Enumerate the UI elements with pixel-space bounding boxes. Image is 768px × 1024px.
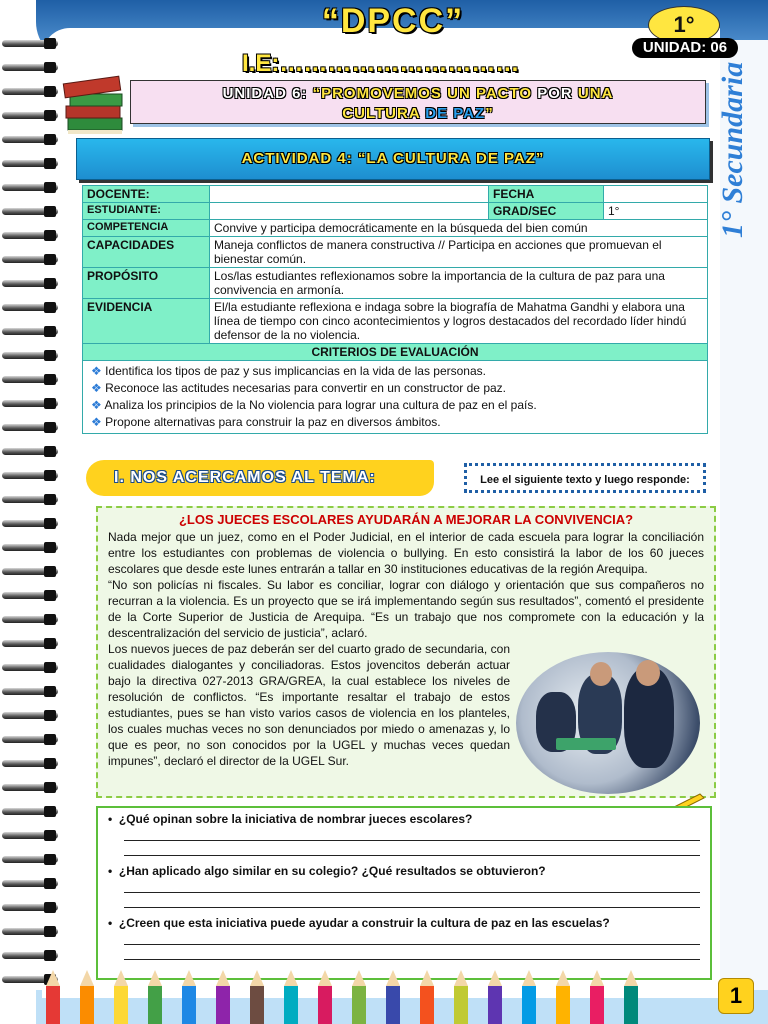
unit-title-part1: “PROMOVEMOS UN PACTO <box>312 85 533 102</box>
crayon <box>284 986 298 1024</box>
spiral-hole <box>44 878 56 889</box>
spiral-hole <box>44 710 56 721</box>
capacidades-value: Maneja conflictos de manera constructiva // Participa en acciones que promuevan el bienestar común. <box>210 237 708 268</box>
diamond-bullet-icon: ❖ <box>91 364 102 378</box>
spiral-hole <box>44 350 56 361</box>
spiral-hole <box>44 446 56 457</box>
gradsec-label: GRAD/SEC <box>489 203 604 220</box>
spiral-hole <box>44 278 56 289</box>
crayon <box>250 986 264 1024</box>
crayon-tip <box>590 970 604 986</box>
crayon-tip <box>182 970 196 986</box>
question-text: • ¿Creen que esta iniciativa puede ayudar a construir la cultura de paz en las escuelas? <box>108 916 610 930</box>
spiral-hole <box>44 542 56 553</box>
section-banner: I. NOS ACERCAMOS AL TEMA: <box>86 460 434 496</box>
unit-title-part4: CULTURA <box>342 105 426 122</box>
spiral-hole <box>44 590 56 601</box>
questions-box <box>96 806 712 980</box>
unit-title-part2: POR <box>532 85 578 102</box>
spiral-hole <box>44 182 56 193</box>
crayon-tip <box>556 970 570 986</box>
crayon <box>624 986 638 1024</box>
unit-title-part5: DE PAZ <box>425 105 486 122</box>
criterio-item <box>91 363 707 380</box>
evidencia-label: EVIDENCIA <box>83 299 210 344</box>
reading-paragraph-3: Los nuevos jueces de paz deberán ser del cuarto grado de secundaria, con cualidades dialogantes y conciliadoras. Estos jovencitos deberán actuar bajo la directiva 027-2013 GRA/GREA, la cual establece los niveles de resolución de conflictos. “Es importante resaltar el trabajo de estos estudiantes, pues se han visto varios casos de violencia en los planteles, los cuales muchas veces no son denunciados por miedo o amenazas y, lo que es peor, no son conocidos por la UGEL y muchas veces quedan impunes”, declaró el director de la UGEL Sur. <box>108 642 510 768</box>
question-item <box>108 864 700 908</box>
crayon <box>148 986 162 1024</box>
proposito-value: Los/las estudiantes reflexionamos sobre la importancia de la cultura de paz para una convivencia en armonía. <box>210 268 708 299</box>
diamond-bullet-icon: ❖ <box>91 398 102 412</box>
question-item <box>108 812 700 856</box>
estudiante-field[interactable] <box>210 203 489 220</box>
question-label: ¿Creen que esta iniciativa puede ayudar a construir la cultura de paz en las escuelas? <box>118 916 610 930</box>
spiral-hole <box>44 158 56 169</box>
spiral-hole <box>44 518 56 529</box>
crayon-tip <box>216 970 230 986</box>
diamond-bullet-icon: ❖ <box>91 381 102 395</box>
criterio-item <box>91 414 707 431</box>
vertical-grade-label: 1° Secundaria <box>716 61 749 239</box>
competencia-label: COMPETENCIA <box>83 220 210 237</box>
spiral-hole <box>44 662 56 673</box>
spiral-hole <box>44 86 56 97</box>
proposito-label: PROPÓSITO <box>83 268 210 299</box>
crayon <box>352 986 366 1024</box>
reading-paragraph-1: Nada mejor que un juez, como en el Poder Judicial, en el interior de cada escuela para lograr la conciliación entre los estudiantes con problemas de violencia o bullying. En esto consistirá la labor de los 60 jueces escolares que desde este lunes entrarán a tallar en 30 instituciones educativas de la región Arequipa. <box>108 530 704 576</box>
criterio-text: Identifica los tipos de paz y sus implicancias en la vida de las personas. <box>105 364 486 378</box>
criterios-header: CRITERIOS DE EVALUACIÓN <box>83 344 708 361</box>
answer-line[interactable] <box>124 826 700 841</box>
info-table <box>82 185 708 434</box>
spiral-hole <box>44 326 56 337</box>
crayon-tip <box>420 970 434 986</box>
spiral-hole <box>44 134 56 145</box>
answer-line[interactable] <box>124 930 700 945</box>
spiral-hole <box>44 686 56 697</box>
criterio-item <box>91 380 707 397</box>
books-icon <box>60 70 130 140</box>
activity-heading: ACTIVIDAD 4: “LA CULTURA DE PAZ” <box>76 138 710 180</box>
crayon-tip <box>318 970 332 986</box>
crayon <box>182 986 196 1024</box>
criterios-list <box>83 361 707 433</box>
crayon <box>216 986 230 1024</box>
answer-line[interactable] <box>124 878 700 893</box>
spiral-hole <box>44 374 56 385</box>
spiral-hole <box>44 254 56 265</box>
criterio-text: Propone alternativas para construir la paz en diversos ámbitos. <box>105 415 441 429</box>
spiral-hole <box>44 230 56 241</box>
crayon <box>114 986 128 1024</box>
spiral-hole <box>44 638 56 649</box>
grade-badge: 1° <box>648 6 720 44</box>
crayon-tip <box>250 970 264 986</box>
crayon <box>386 986 400 1024</box>
question-text: • ¿Qué opinan sobre la iniciativa de nombrar jueces escolares? <box>108 812 473 826</box>
spiral-hole <box>44 950 56 961</box>
criterio-text: Analiza los principios de la No violencia para lograr una cultura de paz en el país. <box>104 398 537 412</box>
estudiante-label: ESTUDIANTE: <box>83 203 210 220</box>
answer-line[interactable] <box>124 841 700 856</box>
crayon <box>318 986 332 1024</box>
fecha-field[interactable] <box>604 186 708 203</box>
crayon <box>556 986 570 1024</box>
docente-label: DOCENTE: <box>83 186 210 203</box>
question-label: ¿Qué opinan sobre la iniciativa de nombrar jueces escolares? <box>118 812 473 826</box>
criterio-item <box>91 397 707 414</box>
crayon-tip <box>148 970 162 986</box>
spiral-hole <box>44 398 56 409</box>
crayon-tip <box>522 970 536 986</box>
spiral-hole <box>44 302 56 313</box>
gradsec-field[interactable]: 1° <box>604 203 708 220</box>
spiral-hole <box>44 734 56 745</box>
crayon-tip <box>114 970 128 986</box>
docente-field[interactable] <box>210 186 489 203</box>
spiral-hole <box>44 38 56 49</box>
capacidades-label: CAPACIDADES <box>83 237 210 268</box>
unit-title-part6: ” <box>485 105 494 122</box>
crayon <box>522 986 536 1024</box>
question-item <box>108 916 700 960</box>
spiral-hole <box>44 62 56 73</box>
crayon <box>454 986 468 1024</box>
crayon-tip <box>352 970 366 986</box>
reading-title: ¿LOS JUECES ESCOLARES AYUDARÁN A MEJORAR LA CONVIVENCIA? <box>178 512 634 527</box>
diamond-bullet-icon: ❖ <box>91 415 102 429</box>
evidencia-value: El/la estudiante reflexiona e indaga sobre la biografía de Mahatma Gandhi y elabora una línea de tiempo con cinco acontecimientos y logros destacados del recordado líder hindú defensor de la no violencia. <box>210 299 708 344</box>
crayon <box>80 986 94 1024</box>
spiral-hole <box>44 830 56 841</box>
spiral-hole <box>44 926 56 937</box>
reading-paragraph-2: “No son policías ni fiscales. Su labor es conciliar, lograr con diálogo y orientación que sus compañeros no recurran a la violencia. Es un proyecto que se irá implementando según sus resultados”, comentó el presidente de la Corte Superior de Justicia de Arequipa. “Es un trabajo que nos compromete con la educación y la descentralización del servicio de justicia”, aclaró. <box>108 578 704 640</box>
crayon-tip <box>80 970 94 986</box>
unit-title-part3: UNA <box>577 85 614 102</box>
spiral-hole <box>44 806 56 817</box>
question-text: • ¿Han aplicado algo similar en su colegio? ¿Qué resultados se obtuvieron? <box>108 864 546 878</box>
competencia-value: Convive y participa democráticamente en la búsqueda del bien común <box>210 220 708 237</box>
criterios-cell <box>83 361 708 434</box>
spiral-hole <box>44 614 56 625</box>
criterio-text: Reconoce las actitudes necesarias para convertir en un constructor de paz. <box>105 381 506 395</box>
unit-tag: UNIDAD: 06 <box>632 38 738 58</box>
unit-prefix: UNIDAD 6: <box>222 85 313 102</box>
spiral-hole <box>44 854 56 865</box>
crayon <box>420 986 434 1024</box>
page-title: “DPCC” <box>321 2 465 40</box>
spiral-hole <box>44 206 56 217</box>
spiral-hole <box>44 494 56 505</box>
school-name-field: I.E:………………………… <box>242 50 520 77</box>
crayon <box>46 986 60 1024</box>
spiral-binding <box>0 40 60 1000</box>
page-number: 1 <box>718 978 754 1014</box>
crayon-tip <box>284 970 298 986</box>
crayon-tip <box>624 970 638 986</box>
answer-line[interactable] <box>124 945 700 960</box>
spiral-hole <box>44 758 56 769</box>
question-label: ¿Han aplicado algo similar en su colegio? ¿Qué resultados se obtuvieron? <box>118 864 546 878</box>
spiral-hole <box>44 782 56 793</box>
students-photo <box>516 652 700 794</box>
spiral-hole <box>44 422 56 433</box>
spiral-hole <box>44 470 56 481</box>
crayon-tip <box>454 970 468 986</box>
crayon <box>488 986 502 1024</box>
instruction-box: Lee el siguiente texto y luego responde: <box>464 463 706 493</box>
crayon-tip <box>386 970 400 986</box>
spiral-hole <box>44 110 56 121</box>
crayon-tip <box>46 970 60 986</box>
unit-heading <box>130 80 706 124</box>
crayon-tip <box>488 970 502 986</box>
colored-pencils-icon <box>36 968 656 1024</box>
crayon <box>590 986 604 1024</box>
spiral-hole <box>44 902 56 913</box>
fecha-label: FECHA <box>489 186 604 203</box>
answer-line[interactable] <box>124 893 700 908</box>
spiral-hole <box>44 566 56 577</box>
